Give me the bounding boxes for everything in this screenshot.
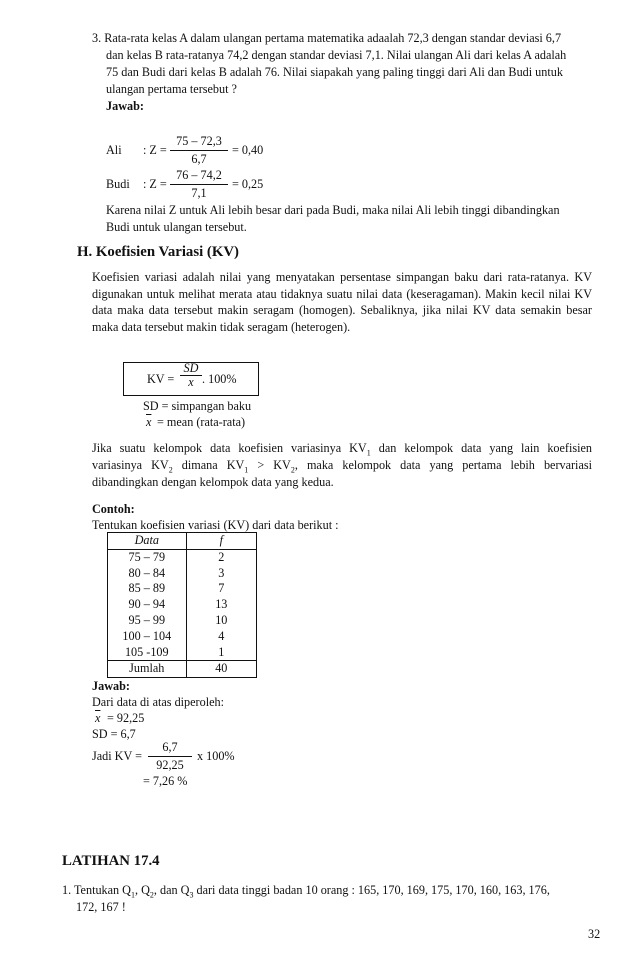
table-cell: 7 (186, 581, 256, 597)
table-cell: 85 – 89 (108, 581, 187, 597)
budi-fraction-numerator: 76 – 74,2 (170, 167, 228, 185)
para2-sub-1: 1 (366, 448, 371, 458)
budi-label: Budi (106, 177, 130, 191)
budi-z-label: : Z = (143, 177, 167, 191)
para2-sub-2: 2 (168, 465, 173, 475)
table-header-data: Data (108, 533, 187, 550)
section-h-title: H. Koefisien Variasi (KV) (77, 244, 239, 260)
answer-2-kv-numerator: 6,7 (148, 739, 192, 757)
table-header-f: f (186, 533, 256, 550)
table-cell: 10 (186, 613, 256, 629)
exercise-text-a: 1. Tentukan Q (62, 883, 131, 897)
table-row (108, 613, 257, 629)
table-cell: 105 -109 (108, 645, 187, 661)
para2-part-e: > KV (248, 458, 291, 472)
answer-2-kv-rhs: x 100% (197, 749, 235, 763)
table-total-row (108, 661, 257, 678)
table-cell: 4 (186, 629, 256, 645)
exercise-sub-2: 2 (149, 890, 154, 900)
section-h-paragraph: Koefisien variasi adalah nilai yang menyatakan persentase simpangan baku dari rata-ratanya. KV digunakan untuk melihat merata atau tidaknya suatu nilai data (keseragaman). Makin kecil nilai KV data maka data tersebut makin seragam (homogen). Sebaliknya, jika nilai KV data semakin besar maka data tersebut makin tidak seragam (heterogen). (92, 270, 592, 334)
section-h-paragraph-2-line-3: dibandingkan dengan kelompok data yang kedua. (92, 475, 334, 489)
table-row (108, 597, 257, 613)
q3-conclusion-1: Karena nilai Z untuk Ali lebih besar dari pada Budi, maka nilai Ali lebih tinggi dibandingkan (106, 203, 560, 217)
ali-z-label: : Z = (143, 143, 167, 157)
budi-fraction-denominator: 7,1 (191, 185, 207, 200)
page-number: 32 (588, 927, 601, 941)
table-row (108, 629, 257, 645)
kv-formula-rhs: . 100% (202, 372, 237, 386)
answer-2-sd: SD = 6,7 (92, 727, 136, 741)
answer-2-kv-label: Jadi KV = (92, 749, 142, 763)
ali-fraction-numerator: 75 – 72,3 (170, 133, 228, 151)
table-row (108, 549, 257, 565)
table-cell: 75 – 79 (108, 549, 187, 565)
table-header-row (108, 533, 257, 550)
q3-line-2: dan kelas B rata-ratanya 74,2 dengan standar deviasi 7,1. Nilai ulangan Ali dari kelas A adalah (106, 48, 567, 62)
exercise-sub-1: 1 (131, 890, 135, 900)
exercise-item-1-line-2: 172, 167 ! (76, 900, 126, 914)
q3-line-1: 3. Rata-rata kelas A dalam ulangan pertama matematika adaalah 72,3 dengan standar deviasi 6,7 (92, 31, 562, 45)
answer-2-mean-symbol-wrap (95, 710, 100, 727)
kv-formula-lhs: KV = (147, 372, 175, 386)
para2-part-b: dan kelompok data yang lain koefisien (370, 441, 593, 455)
para2-part-d: dimana KV (172, 458, 245, 472)
exercise-text-b: , Q (135, 883, 150, 897)
q3-line-3: 75 dan Budi dari kelas B adalah 76. Nilai siapakah yang paling tinggi dari Ali dan Budi untuk (106, 65, 563, 79)
ali-label: Ali (106, 143, 122, 157)
q3-line-4: ulangan pertama tersebut ? (106, 82, 237, 96)
example-title: Contoh: (92, 502, 135, 516)
table-cell: 100 – 104 (108, 629, 187, 645)
q3-conclusion-2: Budi untuk ulangan tersebut. (106, 220, 247, 234)
q3-answer-label: Jawab: (106, 99, 144, 113)
answer-2-mean-symbol: $\overline{x}$ (95, 711, 101, 725)
answer-2-kv-denominator: 92,25 (156, 757, 184, 772)
table-row (108, 581, 257, 597)
table-cell: 13 (186, 597, 256, 613)
answer-2-kv-result: = 7,26 % (143, 774, 188, 788)
ali-fraction-denominator: 6,7 (191, 151, 207, 166)
para2-sub-4: 2 (290, 465, 295, 475)
kv-definition-mean-symbol (146, 414, 151, 431)
kv-definition-mean-text: = mean (rata-rata) (157, 415, 246, 429)
kv-definition-sd: SD = simpangan baku (143, 399, 252, 413)
mean-symbol: $\overline{x}$ (146, 415, 152, 429)
para2-sub-3: 1 (244, 465, 249, 475)
frequency-table (107, 532, 257, 678)
table-total-value: 40 (186, 661, 256, 678)
answer-2-mean-value: = 92,25 (107, 711, 145, 725)
para2-part-f: , maka kelompok data yang pertama lebih bervariasi (294, 458, 592, 472)
kv-formula-denominator: x (188, 375, 194, 389)
para2-part-c: variasinya KV (92, 458, 169, 472)
exercise-text-c: , dan Q (153, 883, 190, 897)
answer-2-kv-fraction (148, 739, 192, 773)
table-cell: 95 – 99 (108, 613, 187, 629)
budi-result: = 0,25 (232, 177, 264, 191)
table-cell: 3 (186, 566, 256, 582)
kv-formula-fraction (180, 362, 202, 389)
exercise-title: LATIHAN 17.4 (62, 853, 160, 869)
budi-fraction (170, 167, 228, 201)
exercise-sub-3: 3 (189, 890, 194, 900)
table-cell: 1 (186, 645, 256, 661)
table-row (108, 645, 257, 661)
answer-2-intro: Dari data di atas diperoleh: (92, 695, 224, 709)
kv-formula-numerator: SD (180, 362, 202, 376)
table-cell: 80 – 84 (108, 566, 187, 582)
exercise-text-d: dari data tinggi badan 10 orang : 165, 170, 169, 175, 170, 160, 163, 176, (193, 883, 550, 897)
table-cell: 90 – 94 (108, 597, 187, 613)
table-cell: 2 (186, 549, 256, 565)
example-prompt: Tentukan koefisien variasi (KV) dari data berikut : (92, 518, 339, 532)
ali-fraction (170, 133, 228, 167)
exercise-item-1-line-1 (62, 882, 550, 904)
table-row (108, 566, 257, 582)
table-total-label: Jumlah (108, 661, 187, 678)
para2-part-a: Jika suatu kelompok data koefisien variasinya KV (92, 441, 367, 455)
answer-2-title: Jawab: (92, 679, 130, 693)
ali-result: = 0,40 (232, 143, 264, 157)
